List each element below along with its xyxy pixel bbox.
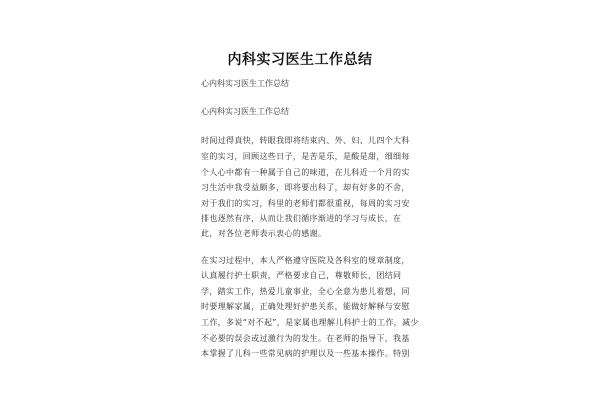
paragraph-line: 不必要的误会或过激行为的发生。在老师的指导下，我基	[201, 334, 410, 343]
paragraph-line: 排也逐然有序，从而让我们循序渐进的学习与成长，在	[201, 214, 402, 223]
paragraph-line: 在实习过程中，本人严格遵守医院及各科室的规章制度，	[201, 256, 410, 265]
subtitle-line: 心内科实习医生工作总结	[201, 79, 289, 88]
paragraph-line: 学，踏实工作，热爱儿童事业，全心全意为患儿着想，同	[201, 287, 410, 296]
paragraph-line: 时间过得真快，转眼我即将结束内、外、妇、儿四个大科	[201, 136, 410, 145]
subtitle-line: 心内科实习医生工作总结	[201, 107, 289, 116]
paragraph-line: 此，对各位老师表示衷心的感谢。	[201, 229, 327, 238]
paragraph-line: 本掌握了儿科一些常见病的护理以及一些基本操作。特别	[201, 349, 410, 358]
paragraph-line: 认真履行护士职责，严格要求自己，尊敬师长，团结同	[201, 271, 402, 280]
paragraph-line: 工作，多说“对不起”，是家属也理解儿科护士的工作，减少	[201, 318, 419, 327]
paragraph-line: 习生活中我受益颇多，即将要出科了，却有好多的不舍，	[201, 183, 410, 192]
paragraph-line: 对于我们的实习，科里的老师们都很重视，每周的实习安	[201, 199, 410, 208]
paragraph-line: 室的实习，回顾这些日子，是苦是乐，是酸是甜，细细每	[201, 152, 410, 161]
paragraph-line: 时要理解家属，正确处理好护患关系，能做好解释与安慰	[201, 302, 410, 311]
paragraph-line: 个人心中都有一种属于自己的味道，在儿科近一个月的实	[201, 168, 410, 177]
document-title: 内科实习医生工作总结	[227, 52, 373, 68]
